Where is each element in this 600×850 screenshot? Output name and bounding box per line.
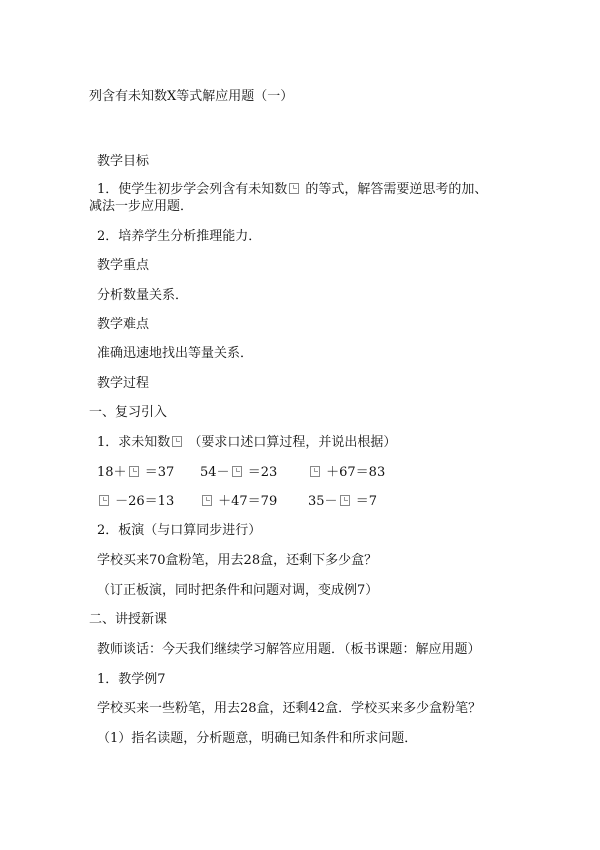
section-heading-difficulty: 教学难点 (97, 317, 150, 332)
note-1: （订正板演，同时把条件和问题对调，变成例7） (97, 583, 379, 598)
example-heading: 1．教学例7 (97, 672, 166, 687)
eq-text: 54－ (200, 465, 230, 480)
goal-1-text-b: 的等式，解答需要逆思考的加、 (305, 182, 488, 197)
unknown-box-icon (202, 495, 212, 506)
equation-r1c3 (308, 465, 385, 481)
unknown-box-icon (172, 436, 182, 447)
equation-r2c3 (308, 494, 377, 510)
section-heading-key: 教学重点 (97, 258, 150, 273)
unknown-box-icon (340, 495, 350, 506)
goal-1 (97, 182, 487, 198)
part-1-heading: 一、复习引入 (89, 405, 168, 420)
eq-text: －26＝13 (115, 494, 175, 509)
equation-r2c1 (97, 494, 174, 510)
equation-r2c2 (200, 494, 277, 510)
eq-text: 35－ (308, 494, 338, 509)
equation-r1c2 (200, 465, 277, 481)
part-2-heading: 二、讲授新课 (89, 612, 168, 627)
unknown-box-icon (289, 183, 299, 194)
key-text: 分析数量关系． (97, 288, 189, 303)
eq-text: ＝7 (355, 494, 377, 509)
goal-1-text-a: 1．使学生初步学会列含有未知数 (97, 182, 288, 197)
item-1-text-a: 1．求未知数 (97, 435, 171, 450)
problem-1: 学校买来70盒粉笔，用去28盒，还剩下多少盒？ (97, 553, 378, 568)
teacher-talk: 教师谈话：今天我们继续学习解答应用题．（板书课题：解应用题） (97, 642, 481, 657)
section-heading-goals: 教学目标 (97, 154, 150, 169)
example-text: 学校买来一些粉笔，用去28盒，还剩42盒．学校买来多少盒粉笔？ (97, 701, 482, 716)
eq-text: ＋47＝79 (218, 494, 278, 509)
eq-text: ＝37 (144, 465, 175, 480)
eq-text: 18＋ (97, 465, 127, 480)
eq-text: ＋67＝83 (326, 465, 386, 480)
difficulty-text: 准确迅速地找出等量关系． (97, 346, 254, 361)
item-2: 2．板演（与口算同步进行） (97, 523, 262, 538)
step-1: （1）指名读题，分析题意，明确已知条件和所求问题． (97, 731, 418, 746)
equation-r1c1 (97, 465, 174, 481)
unknown-box-icon (129, 466, 139, 477)
eq-text: ＝23 (247, 465, 278, 480)
page-title: 列含有未知数X等式解应用题（一） (89, 89, 294, 104)
unknown-box-icon (310, 466, 320, 477)
unknown-box-icon (232, 466, 242, 477)
goal-2: 2．培养学生分析推理能力． (97, 229, 262, 244)
goal-1-continuation: 减法一步应用题． (89, 199, 194, 214)
unknown-box-icon (99, 495, 109, 506)
item-1-text-b: （要求口述口算过程，并说出根据） (188, 435, 397, 450)
item-1 (97, 435, 396, 451)
section-heading-process: 教学过程 (97, 376, 150, 391)
